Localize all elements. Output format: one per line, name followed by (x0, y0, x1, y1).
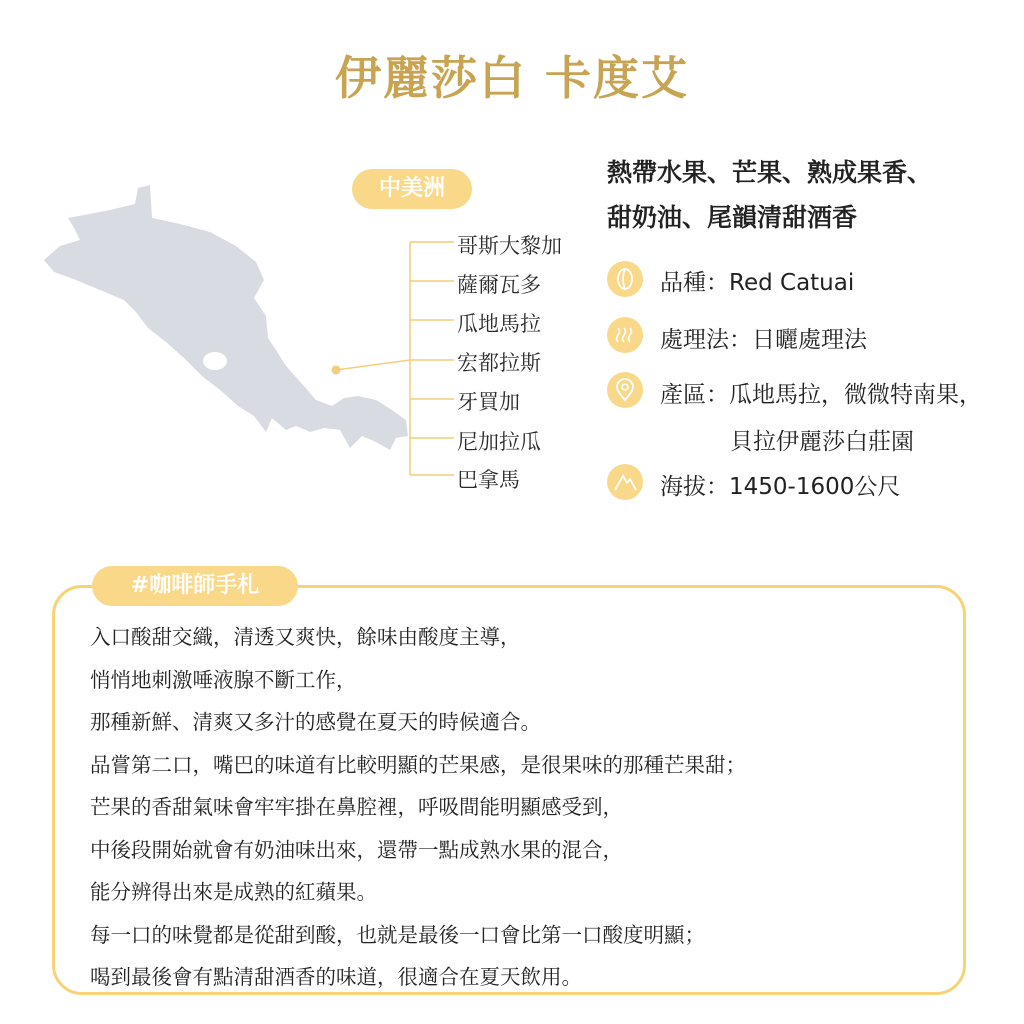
coffee-bean-icon (607, 261, 643, 297)
barista-notes-tag: #咖啡師手札 (92, 566, 298, 606)
country-jamaica: 牙買加 (457, 390, 520, 414)
note-line: 入口酸甜交織，清透又爽快，餘味由酸度主導， (90, 625, 521, 649)
note-line: 能分辨得出來是成熟的紅蘋果。 (90, 880, 377, 904)
country-guatemala: 瓜地馬拉 (457, 312, 541, 336)
region-badge: 中美洲 (352, 169, 472, 209)
process-label: 處理法：日曬處理法 (660, 327, 867, 353)
note-line: 悄悄地刺激唾液腺不斷工作， (90, 667, 357, 692)
mountain-icon (607, 464, 643, 500)
country-panama: 巴拿馬 (457, 468, 520, 492)
flavor-notes (607, 150, 1007, 240)
barista-notes (90, 616, 970, 999)
note-line: 每一口的味覺都是從甜到酸，也就是最後一口會比第一口酸度明顯； (90, 922, 705, 947)
flavor-line: 甜奶油、尾韻清甜酒香 (607, 203, 858, 232)
flavor-line: 熱帶水果、芒果、熟成果香、 (607, 158, 933, 187)
note-line: 中後段開始就會有奶油味出來，還帶一點成熟水果的混合， (90, 837, 623, 862)
country-honduras: 宏都拉斯 (457, 351, 541, 375)
location-pin-icon (607, 372, 643, 408)
variety-label: 品種：Red Catuai (660, 270, 855, 296)
country-costa-rica: 哥斯大黎加 (457, 234, 562, 258)
note-line: 那種新鮮、清爽又多汁的感覺在夏天的時候適合。 (90, 710, 541, 734)
altitude-label: 海拔：1450-1600公尺 (660, 474, 901, 500)
country-nicaragua: 尼加拉瓜 (457, 430, 541, 454)
origin-estate-label: 貝拉伊麗莎白莊園 (730, 429, 914, 455)
origin-label: 產區：瓜地馬拉，微微特南果， (660, 382, 982, 408)
note-line: 品嘗第二口，嘴巴的味道有比較明顯的芒果感，是很果味的那種芒果甜； (90, 752, 746, 777)
steam-waves-icon (607, 317, 643, 353)
note-line: 喝到最後會有點清甜酒香的味道，很適合在夏天飲用。 (90, 965, 582, 989)
country-bracket (330, 230, 460, 490)
country-el-salvador: 薩爾瓦多 (457, 273, 541, 297)
note-line: 芒果的香甜氣味會牢牢掛在鼻腔裡，呼吸間能明顯感受到， (90, 795, 623, 819)
page-title: 伊麗莎白 卡度艾 (334, 51, 689, 105)
